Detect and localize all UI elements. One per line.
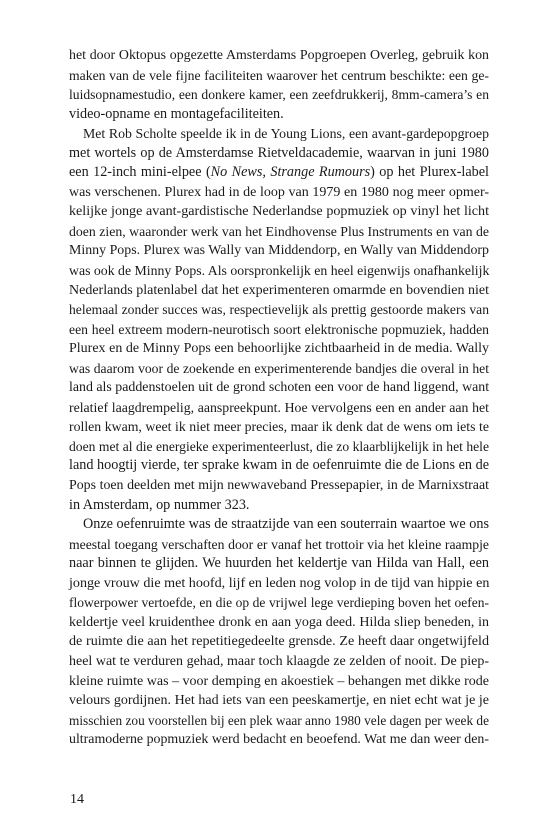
- body-text: [69, 46, 489, 750]
- text-line: relatief laagdrempelig, aanspreekpunt. Hoe vervolgens een en ander aan het: [69, 399, 489, 415]
- text-line: misschien zou voorstellen bij een plek waar anno 1980 vele dagen per week de: [69, 712, 489, 728]
- text-line: kelijke jonge avant-gardistische Nederlandse popmuziek op vinyl het licht: [69, 203, 489, 220]
- text-line: Minny Pops. Plurex was Wally van Middendorp, en Wally van Middendorp: [69, 243, 489, 259]
- text-line: land als paddenstoelen uit de grond schoten een voor de hand liggend, want: [69, 380, 490, 396]
- text-line: doen met al die energieke experimenteerlust, die zo klaarblijkelijk in het hele: [69, 438, 489, 454]
- text-line: een 12-inch mini-elpee (No News, Strange Rumours) op het Plurex-label: [69, 164, 489, 181]
- text-line: was verschenen. Plurex had in de loop van 1979 en 1980 nog meer opmer-: [69, 184, 489, 200]
- text-line: luidsopnamestudio, een donkere kamer, een zeefdrukkerij, 8mm-camera’s en: [69, 87, 489, 103]
- text-line: video-opname en montagefaciliteiten.: [69, 105, 284, 122]
- album-title: No News, Strange Rumours: [210, 164, 371, 181]
- text-line: Onze oefenruimte was de straatzijde van een souterrain waartoe we ons: [83, 516, 489, 533]
- text-line: in Amsterdam, op nummer 323.: [69, 496, 250, 513]
- text-line: Plurex en de Minny Pops een behoorlijke zichtbaarheid in de media. Wally: [69, 341, 489, 357]
- text-line: flowerpower vertoefde, en die op de vrijwel lege verdieping boven het oefen-: [69, 595, 489, 611]
- text-line: met wortels op de Amsterdamse Rietveldacademie, waarvan in juni 1980: [69, 144, 489, 161]
- text-line: helemaal zonder succes was, respectievelijk als prettig gestoorde makers van: [69, 302, 489, 318]
- text-line: was daarom voor de zoekende en experimenterende bandjes die overal in het: [69, 360, 489, 376]
- text-line: doen zien, waaronder werk van het Eindhovense Plus Instruments en van de: [69, 223, 489, 239]
- text-line: jonge vrouw die met hoofd, lijf en leden nog volop in de tijd van hippie en: [69, 574, 490, 591]
- text-line: een heel extreem modern-neurotisch soort elektronische popmuziek, hadden: [69, 321, 489, 337]
- page-number: 14: [70, 792, 84, 807]
- text-line: naar binnen te glijden. We huurden het keldertje van Hilda van Hall, een: [69, 555, 489, 572]
- text-line: kleine ruimte was – voor demping en akoestiek – behangen met dikke rode: [69, 673, 489, 689]
- text-line: ultramoderne popmuziek werd bedacht en beoefend. Wat me dan weer den-: [69, 732, 489, 748]
- text-line: de ruimte die aan het repetitiegedeelte grensde. Ze heeft daar ongetwijfeld: [69, 633, 489, 650]
- text-line: velours gordijnen. Het had iets van een peeskamertje, en niet echt wat je je: [69, 693, 489, 709]
- text-line: keldertje veel kruidenthee dronk en aan yoga deed. Hilda sliep beneden, in: [69, 614, 489, 630]
- text-line: heel wat te verduren gehad, maar toch klaagde ze zelden of nooit. De piep-: [69, 653, 489, 669]
- text-line: Nederlands platenlabel dat het experimenteren omarmde en bovendien niet: [69, 282, 489, 298]
- text-line: meestal toegang verschaften door er vanaf het trottoir via het kleine raampje: [69, 536, 489, 552]
- text-line: maken van de vele fijne faciliteiten waarover het centrum beschikte: een ge-: [69, 67, 489, 83]
- text-line: rollen kwam, weet ik niet meer precies, maar ik denk dat de wens om iets te: [69, 419, 489, 435]
- text-line: Pops toen deelden met mijn newwaveband Pressepapier, in de Marnixstraat: [69, 478, 489, 494]
- text-line: het door Oktopus opgezette Amsterdams Popgroepen Overleg, gebruik kon: [69, 48, 489, 63]
- text-line: Met Rob Scholte speelde ik in de Young Lions, een avant-gardepopgroep: [83, 126, 489, 142]
- text-line: was ook de Minny Pops. Als oorspronkelijk en heel eigenwijs onafhankelijk: [69, 263, 490, 279]
- text-line: land hoogtij vierde, ter sprake kwam in de oefenruimte die de Lions en de: [69, 457, 489, 474]
